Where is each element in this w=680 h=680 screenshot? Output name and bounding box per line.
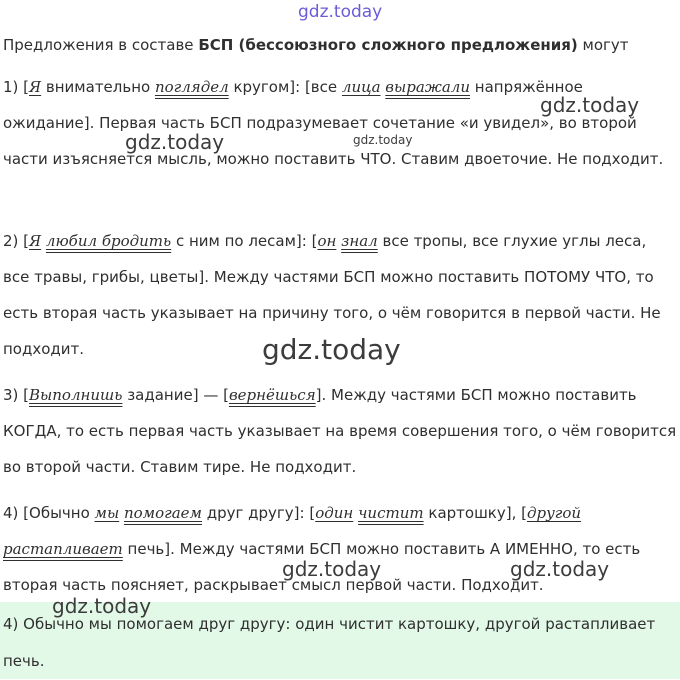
subject: Я — [29, 78, 42, 96]
text: напряжённое ожидание]. Первая часть БСП подразумевает сочетание «и увидел», во второй части изъясняется мысль, можно поставить ЧТО. Ставим двоеточие. Не подходит. — [3, 78, 664, 168]
text: кругом]: [все — [228, 78, 342, 96]
item-4-num: 4) [Обычно — [3, 504, 95, 522]
predicate: Выполнишь — [29, 386, 123, 404]
subject: лица — [341, 78, 381, 96]
item-2-num: 2) [ — [3, 232, 30, 250]
watermark: gdz.today — [282, 557, 382, 581]
predicate: помогаем — [123, 504, 202, 522]
item-1 — [3, 69, 677, 177]
text: картошку], [ — [423, 504, 527, 522]
predicate: растапливает — [3, 540, 123, 558]
answer-text: 4) Обычно мы помогаем друг другу: один чистит картошку, другой растапливает печь. — [3, 615, 656, 670]
text: друг другу]: [ — [201, 504, 316, 522]
text: с ним по лесам]: [ — [171, 232, 318, 250]
predicate: выражали — [385, 78, 470, 96]
text: ]. Между частями БСП можно поставить КОГДА, то есть первая часть указывает на время совершения того, о чём говорится во второй части. Ставим тире. Не подходит. — [3, 386, 677, 476]
subject: другой — [526, 504, 582, 522]
item-3-num: 3) [ — [3, 386, 30, 404]
predicate: знал — [341, 232, 378, 250]
watermark: gdz.today — [353, 133, 413, 147]
intro-bold: БСП (бессоюзного сложного предложения) — [198, 36, 578, 54]
intro-text — [3, 35, 677, 55]
watermark: gdz.today — [540, 93, 640, 117]
predicate: любил бродить — [45, 232, 172, 250]
intro-pre: Предложения в составе — [3, 36, 199, 54]
text: печь]. Между частями БСП можно поставить А ИМЕННО, то есть вторая часть поясняет, раскрывает смысл первой части. Подходит. — [3, 540, 641, 594]
watermark-top: gdz.today — [298, 2, 383, 22]
predicate: чистит — [358, 504, 424, 522]
watermark: gdz.today — [52, 594, 152, 618]
item-3 — [3, 377, 677, 485]
watermark: gdz.today — [262, 333, 401, 366]
predicate: вернёшься — [228, 386, 316, 404]
text: все тропы, все глухие углы леса, все травы, грибы, цветы]. Между частями БСП можно поставить ПОТОМУ ЧТО, то есть вторая часть указывает на причину того, о чём говорится в первой части. Не подходит. — [3, 232, 661, 358]
subject: он — [317, 232, 337, 250]
subject: мы — [94, 504, 120, 522]
text: внимательно — [41, 78, 155, 96]
item-1-num: 1) [ — [3, 78, 30, 96]
watermark: gdz.today — [125, 130, 225, 154]
predicate: поглядел — [154, 78, 229, 96]
intro-post: могут — [577, 36, 629, 54]
subject: Я — [29, 232, 42, 250]
text: задание] — [ — [122, 386, 229, 404]
subject: один — [315, 504, 354, 522]
watermark: gdz.today — [510, 557, 610, 581]
item-4 — [3, 495, 677, 603]
